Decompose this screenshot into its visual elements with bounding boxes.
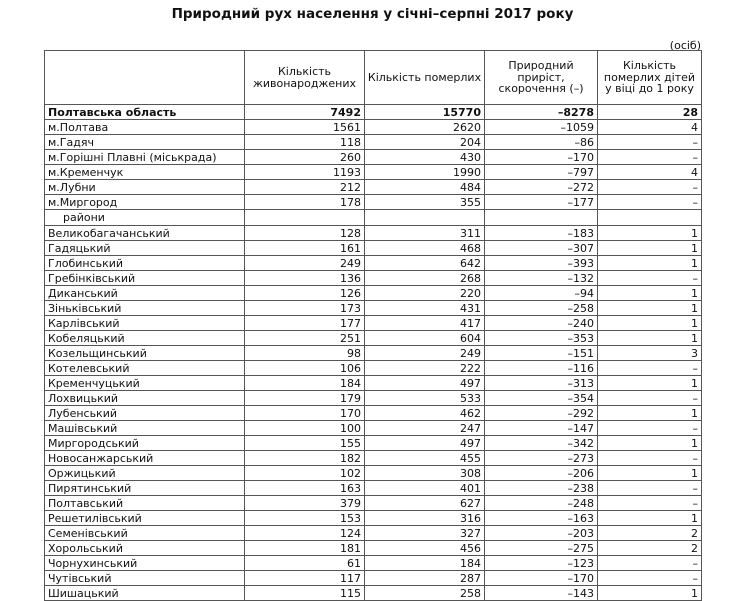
growth-cell: –203 bbox=[485, 526, 598, 541]
infant-deaths-cell: 1 bbox=[598, 586, 702, 601]
table-row bbox=[45, 180, 702, 195]
infant-deaths-cell: 2 bbox=[598, 526, 702, 541]
deaths-cell: 204 bbox=[365, 135, 485, 150]
row-name: Зіньківський bbox=[45, 301, 245, 316]
deaths-cell: 247 bbox=[365, 421, 485, 436]
growth-cell: –292 bbox=[485, 406, 598, 421]
infant-deaths-cell: – bbox=[598, 556, 702, 571]
deaths-cell: 456 bbox=[365, 541, 485, 556]
growth-cell: –354 bbox=[485, 391, 598, 406]
infant-deaths-cell: 1 bbox=[598, 226, 702, 241]
deaths-cell: 2620 bbox=[365, 120, 485, 135]
row-name: Полтавський bbox=[45, 496, 245, 511]
deaths-cell: 258 bbox=[365, 586, 485, 601]
empty-cell bbox=[365, 210, 485, 226]
header-infant-deaths: Кількість померлих дітей у віці до 1 року bbox=[598, 51, 702, 105]
growth-cell: –170 bbox=[485, 571, 598, 586]
row-name: Гадяцький bbox=[45, 241, 245, 256]
growth-cell: –307 bbox=[485, 241, 598, 256]
table-row bbox=[45, 301, 702, 316]
table-row bbox=[45, 541, 702, 556]
births-cell: 115 bbox=[245, 586, 365, 601]
table-row bbox=[45, 165, 702, 180]
table-row bbox=[45, 466, 702, 481]
infant-deaths-cell: 4 bbox=[598, 120, 702, 135]
header-growth: Природний приріст, скорочення (–) bbox=[485, 51, 598, 105]
header-name bbox=[45, 51, 245, 105]
infant-deaths-cell: – bbox=[598, 451, 702, 466]
deaths-cell: 220 bbox=[365, 286, 485, 301]
births-cell: 251 bbox=[245, 331, 365, 346]
total-row bbox=[45, 105, 702, 120]
deaths-cell: 316 bbox=[365, 511, 485, 526]
growth-cell: –797 bbox=[485, 165, 598, 180]
row-name: Козельщинський bbox=[45, 346, 245, 361]
infant-deaths-cell: 1 bbox=[598, 256, 702, 271]
empty-cell bbox=[245, 210, 365, 226]
births-cell: 170 bbox=[245, 406, 365, 421]
growth-cell: –170 bbox=[485, 150, 598, 165]
infant-deaths-cell: 1 bbox=[598, 511, 702, 526]
infant-deaths-cell: – bbox=[598, 421, 702, 436]
row-name: Кобеляцький bbox=[45, 331, 245, 346]
table-row bbox=[45, 195, 702, 210]
infant-deaths-cell: 1 bbox=[598, 316, 702, 331]
header-row bbox=[45, 51, 702, 105]
table-row bbox=[45, 135, 702, 150]
deaths-cell: 308 bbox=[365, 466, 485, 481]
births-cell: 184 bbox=[245, 376, 365, 391]
row-name: м.Миргород bbox=[45, 195, 245, 210]
row-name: Решетилівський bbox=[45, 511, 245, 526]
infant-deaths-cell: 4 bbox=[598, 165, 702, 180]
row-name: Оржицький bbox=[45, 466, 245, 481]
deaths-cell: 355 bbox=[365, 195, 485, 210]
infant-deaths-cell: – bbox=[598, 481, 702, 496]
header-deaths: Кількість померлих bbox=[365, 51, 485, 105]
table-row bbox=[45, 120, 702, 135]
births-cell: 106 bbox=[245, 361, 365, 376]
row-name: Семенівський bbox=[45, 526, 245, 541]
deaths-cell: 401 bbox=[365, 481, 485, 496]
infant-deaths-cell: 1 bbox=[598, 241, 702, 256]
row-name: Чутівський bbox=[45, 571, 245, 586]
births-cell: 118 bbox=[245, 135, 365, 150]
unit-label: (осіб) bbox=[669, 39, 701, 52]
row-name: Миргородський bbox=[45, 436, 245, 451]
table-row bbox=[45, 451, 702, 466]
table-row bbox=[45, 496, 702, 511]
infant-deaths-cell: – bbox=[598, 391, 702, 406]
deaths-cell: 222 bbox=[365, 361, 485, 376]
table-row bbox=[45, 406, 702, 421]
births-cell: 128 bbox=[245, 226, 365, 241]
births-cell: 155 bbox=[245, 436, 365, 451]
growth-cell: –275 bbox=[485, 541, 598, 556]
births-cell: 1193 bbox=[245, 165, 365, 180]
table-row bbox=[45, 421, 702, 436]
row-name: Чорнухинський bbox=[45, 556, 245, 571]
growth-cell: –248 bbox=[485, 496, 598, 511]
growth-cell: –273 bbox=[485, 451, 598, 466]
births-cell: 181 bbox=[245, 541, 365, 556]
table-row bbox=[45, 376, 702, 391]
deaths-cell: 533 bbox=[365, 391, 485, 406]
growth-cell: –258 bbox=[485, 301, 598, 316]
table-row bbox=[45, 586, 702, 601]
births-cell: 126 bbox=[245, 286, 365, 301]
row-name: м.Горішні Плавні (міськрада) bbox=[45, 150, 245, 165]
births-cell: 177 bbox=[245, 316, 365, 331]
growth-cell: –123 bbox=[485, 556, 598, 571]
row-name: м.Кременчук bbox=[45, 165, 245, 180]
infant-deaths-cell: 1 bbox=[598, 301, 702, 316]
row-name: Кременчуцький bbox=[45, 376, 245, 391]
table-row bbox=[45, 526, 702, 541]
births-cell: 163 bbox=[245, 481, 365, 496]
table-row bbox=[45, 316, 702, 331]
row-name: Шишацький bbox=[45, 586, 245, 601]
deaths-cell: 431 bbox=[365, 301, 485, 316]
row-name: м.Полтава bbox=[45, 120, 245, 135]
row-name: Полтавська область bbox=[45, 105, 245, 120]
growth-cell: –183 bbox=[485, 226, 598, 241]
deaths-cell: 468 bbox=[365, 241, 485, 256]
table-row bbox=[45, 256, 702, 271]
deaths-cell: 184 bbox=[365, 556, 485, 571]
infant-deaths-cell: – bbox=[598, 135, 702, 150]
deaths-cell: 15770 bbox=[365, 105, 485, 120]
infant-deaths-cell: 1 bbox=[598, 406, 702, 421]
growth-cell: –147 bbox=[485, 421, 598, 436]
growth-cell: –238 bbox=[485, 481, 598, 496]
births-cell: 136 bbox=[245, 271, 365, 286]
infant-deaths-cell: 2 bbox=[598, 541, 702, 556]
table-row bbox=[45, 241, 702, 256]
births-cell: 212 bbox=[245, 180, 365, 195]
page-title: Природний рух населення у січні–серпні 2017 року bbox=[171, 6, 574, 22]
table-row bbox=[45, 286, 702, 301]
infant-deaths-cell: 1 bbox=[598, 286, 702, 301]
table-row bbox=[45, 226, 702, 241]
births-cell: 379 bbox=[245, 496, 365, 511]
growth-cell: –94 bbox=[485, 286, 598, 301]
growth-cell: –1059 bbox=[485, 120, 598, 135]
deaths-cell: 462 bbox=[365, 406, 485, 421]
table-row bbox=[45, 571, 702, 586]
growth-cell: –240 bbox=[485, 316, 598, 331]
population-table bbox=[44, 50, 702, 601]
growth-cell: –143 bbox=[485, 586, 598, 601]
growth-cell: –8278 bbox=[485, 105, 598, 120]
infant-deaths-cell: – bbox=[598, 195, 702, 210]
infant-deaths-cell: 28 bbox=[598, 105, 702, 120]
row-name: Лубенський bbox=[45, 406, 245, 421]
row-name: Хорольський bbox=[45, 541, 245, 556]
births-cell: 61 bbox=[245, 556, 365, 571]
growth-cell: –86 bbox=[485, 135, 598, 150]
births-cell: 161 bbox=[245, 241, 365, 256]
births-cell: 182 bbox=[245, 451, 365, 466]
table-row bbox=[45, 150, 702, 165]
empty-cell bbox=[598, 210, 702, 226]
row-name: Диканський bbox=[45, 286, 245, 301]
growth-cell: –177 bbox=[485, 195, 598, 210]
row-name: Великобагачанський bbox=[45, 226, 245, 241]
row-name: Глобинський bbox=[45, 256, 245, 271]
infant-deaths-cell: – bbox=[598, 271, 702, 286]
row-name: Котелевський bbox=[45, 361, 245, 376]
row-name: Карлівський bbox=[45, 316, 245, 331]
births-cell: 179 bbox=[245, 391, 365, 406]
row-name: Пирятинський bbox=[45, 481, 245, 496]
table-row bbox=[45, 346, 702, 361]
deaths-cell: 497 bbox=[365, 436, 485, 451]
table-row bbox=[45, 331, 702, 346]
births-cell: 249 bbox=[245, 256, 365, 271]
births-cell: 124 bbox=[245, 526, 365, 541]
deaths-cell: 417 bbox=[365, 316, 485, 331]
deaths-cell: 642 bbox=[365, 256, 485, 271]
growth-cell: –132 bbox=[485, 271, 598, 286]
row-name: Машівський bbox=[45, 421, 245, 436]
infant-deaths-cell: – bbox=[598, 571, 702, 586]
deaths-cell: 311 bbox=[365, 226, 485, 241]
infant-deaths-cell: – bbox=[598, 496, 702, 511]
table-row bbox=[45, 361, 702, 376]
infant-deaths-cell: 1 bbox=[598, 466, 702, 481]
section-row bbox=[45, 210, 702, 226]
section-label: райони bbox=[45, 210, 245, 226]
deaths-cell: 497 bbox=[365, 376, 485, 391]
growth-cell: –353 bbox=[485, 331, 598, 346]
table-row bbox=[45, 481, 702, 496]
deaths-cell: 627 bbox=[365, 496, 485, 511]
empty-cell bbox=[485, 210, 598, 226]
header-births: Кількість живонароджених bbox=[245, 51, 365, 105]
deaths-cell: 484 bbox=[365, 180, 485, 195]
table-row bbox=[45, 391, 702, 406]
births-cell: 117 bbox=[245, 571, 365, 586]
infant-deaths-cell: – bbox=[598, 150, 702, 165]
births-cell: 7492 bbox=[245, 105, 365, 120]
deaths-cell: 287 bbox=[365, 571, 485, 586]
row-name: Лохвицький bbox=[45, 391, 245, 406]
row-name: Гребінківський bbox=[45, 271, 245, 286]
births-cell: 178 bbox=[245, 195, 365, 210]
growth-cell: –151 bbox=[485, 346, 598, 361]
table-row bbox=[45, 436, 702, 451]
growth-cell: –272 bbox=[485, 180, 598, 195]
births-cell: 100 bbox=[245, 421, 365, 436]
table-row bbox=[45, 556, 702, 571]
deaths-cell: 1990 bbox=[365, 165, 485, 180]
deaths-cell: 455 bbox=[365, 451, 485, 466]
deaths-cell: 604 bbox=[365, 331, 485, 346]
infant-deaths-cell: 1 bbox=[598, 331, 702, 346]
growth-cell: –342 bbox=[485, 436, 598, 451]
births-cell: 260 bbox=[245, 150, 365, 165]
births-cell: 102 bbox=[245, 466, 365, 481]
deaths-cell: 249 bbox=[365, 346, 485, 361]
growth-cell: –163 bbox=[485, 511, 598, 526]
table-row bbox=[45, 271, 702, 286]
table-row bbox=[45, 511, 702, 526]
deaths-cell: 327 bbox=[365, 526, 485, 541]
row-name: м.Гадяч bbox=[45, 135, 245, 150]
infant-deaths-cell: 1 bbox=[598, 436, 702, 451]
infant-deaths-cell: 3 bbox=[598, 346, 702, 361]
deaths-cell: 430 bbox=[365, 150, 485, 165]
deaths-cell: 268 bbox=[365, 271, 485, 286]
infant-deaths-cell: – bbox=[598, 361, 702, 376]
growth-cell: –116 bbox=[485, 361, 598, 376]
infant-deaths-cell: 1 bbox=[598, 376, 702, 391]
births-cell: 1561 bbox=[245, 120, 365, 135]
infant-deaths-cell: – bbox=[598, 180, 702, 195]
births-cell: 173 bbox=[245, 301, 365, 316]
growth-cell: –313 bbox=[485, 376, 598, 391]
births-cell: 153 bbox=[245, 511, 365, 526]
growth-cell: –206 bbox=[485, 466, 598, 481]
row-name: м.Лубни bbox=[45, 180, 245, 195]
row-name: Новосанжарський bbox=[45, 451, 245, 466]
growth-cell: –393 bbox=[485, 256, 598, 271]
births-cell: 98 bbox=[245, 346, 365, 361]
